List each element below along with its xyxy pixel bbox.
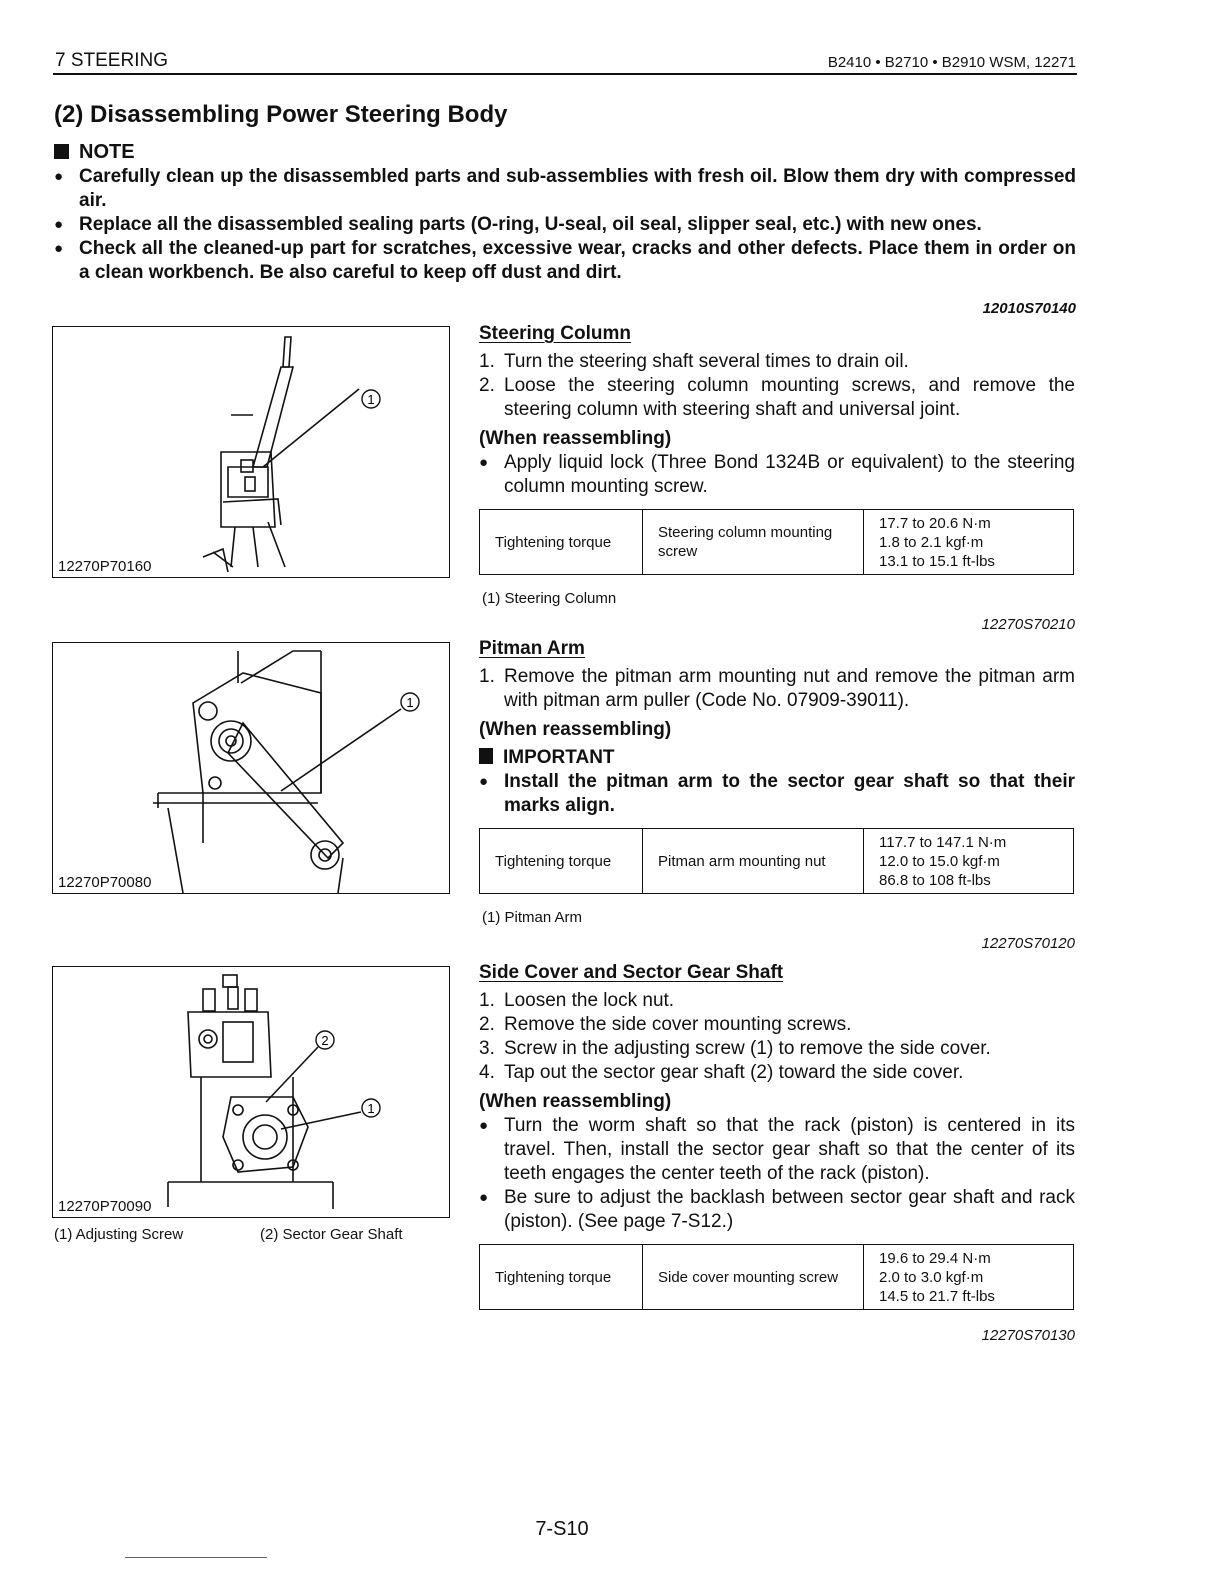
section-code: 12270S70130 (981, 1327, 1075, 1344)
footer-link-line (125, 1557, 267, 1558)
callout-2-icon (316, 1031, 334, 1049)
section-code: 12270S70210 (981, 616, 1075, 633)
figure-caption: (2) Sector Gear Shaft (260, 1226, 403, 1243)
bullet-item: ● Apply liquid lock (Three Bond 1324B or equivalent) to the steering column mounting screw. (479, 451, 1075, 499)
steering-column-drawing (53, 327, 449, 577)
bullet-item: ● Be sure to adjust the backlash between sector gear shaft and rack (piston). (See page 7-S12.) (479, 1186, 1075, 1234)
torque-label: Tightening torque (480, 510, 643, 575)
when-reassembling: (When reassembling) (479, 428, 672, 449)
pitman-arm-drawing (53, 643, 449, 893)
step-item: 2. Loose the steering column mounting screws, and remove the steering column with steering shaft and universal joint. (479, 375, 1075, 420)
note-square-icon (54, 144, 69, 159)
header-section: 7 STEERING (55, 50, 168, 71)
header-models: B2410 • B2710 • B2910 WSM, 12271 (827, 54, 1076, 71)
side-cover-drawing (53, 967, 449, 1217)
figure-id: 12270P70080 (58, 874, 154, 891)
bullet-item: ● Install the pitman arm to the sector gear shaft so that their marks align. (479, 770, 1075, 818)
page-number: 7-S10 (535, 1518, 589, 1540)
section-heading: Pitman Arm (479, 638, 585, 659)
bullet-item: ● Turn the worm shaft so that the rack (piston) is centered in its travel. Then, install the sector gear shaft so that the center of its teeth engages the center teeth of the rack (piston). (479, 1114, 1075, 1186)
when-reassembling: (When reassembling) (479, 1091, 672, 1112)
figure-captions (54, 1226, 403, 1243)
callout-1-icon (401, 693, 419, 711)
torque-table (479, 1244, 1074, 1310)
header-rule (53, 73, 1077, 75)
section-heading: Steering Column (479, 323, 632, 344)
torque-values: 17.7 to 20.6 N·m 1.8 to 2.1 kgf·m 13.1 to 15.1 ft-lbs (864, 510, 1074, 575)
torque-values: 117.7 to 147.1 N·m 12.0 to 15.0 kgf·m 86.8 to 108 ft-lbs (864, 829, 1074, 894)
step-item: 1. Remove the pitman arm mounting nut and remove the pitman arm with pitman arm puller (Code No. 07909-39011). (479, 666, 1075, 711)
callout-2-label: 2 (321, 1033, 329, 1048)
note-heading-text: NOTE (79, 141, 135, 163)
callout-1-label: 1 (406, 695, 414, 710)
section-pitman-arm (479, 637, 1075, 956)
torque-values: 19.6 to 29.4 N·m 2.0 to 3.0 kgf·m 14.5 to 21.7 ft-lbs (864, 1245, 1074, 1310)
note-item: ● Replace all the disassembled sealing parts (O-ring, U-seal, oil seal, slipper seal, etc.) with new ones. (54, 213, 1076, 237)
figure-pitman-arm (52, 642, 450, 894)
torque-table (479, 828, 1074, 894)
step-item: 1. Turn the steering shaft several times to drain oil. (479, 351, 909, 372)
callout-1-label: 1 (367, 392, 375, 407)
figure-side-cover (52, 966, 450, 1218)
figure-caption: (1) Steering Column (482, 590, 617, 607)
step-item: 3. Screw in the adjusting screw (1) to remove the side cover. (479, 1038, 991, 1059)
note-code: 12010S70140 (982, 300, 1076, 317)
callout-1-icon (362, 1099, 380, 1117)
section-heading: Side Cover and Sector Gear Shaft (479, 962, 784, 983)
step-item: 4. Tap out the sector gear shaft (2) toward the side cover. (479, 1062, 964, 1083)
page-title: (2) Disassembling Power Steering Body (54, 101, 508, 128)
torque-label: Tightening torque (480, 1245, 643, 1310)
when-reassembling: (When reassembling) (479, 719, 672, 740)
section-side-cover (479, 961, 1075, 1348)
figure-id: 12270P70090 (58, 1198, 154, 1215)
important-heading: IMPORTANT (479, 746, 1075, 770)
note-item: ● Carefully clean up the disassembled parts and sub-assemblies with fresh oil. Blow them dry with compressed air. (54, 165, 1076, 213)
torque-item: Steering column mounting screw (643, 510, 864, 575)
torque-label: Tightening torque (480, 829, 643, 894)
note-item: ● Check all the cleaned-up part for scratches, excessive wear, cracks and other defects. Place them in order on a clean workbench. Be also careful to keep off dust and dirt. (54, 237, 1076, 285)
callout-1-label: 1 (367, 1101, 375, 1116)
note-heading (54, 141, 135, 164)
torque-item: Side cover mounting screw (643, 1245, 864, 1310)
step-item: 2. Remove the side cover mounting screws. (479, 1014, 852, 1035)
callout-1-icon (362, 390, 380, 408)
figure-caption: (1) Adjusting Screw (54, 1226, 184, 1243)
torque-item: Pitman arm mounting nut (643, 829, 864, 894)
note-list (54, 165, 1076, 321)
important-square-icon (479, 748, 493, 764)
section-steering-column (479, 322, 1075, 637)
step-item: 1. Loosen the lock nut. (479, 990, 675, 1011)
figure-id: 12270P70160 (58, 558, 154, 575)
figure-steering-column (52, 326, 450, 578)
section-code: 12270S70120 (981, 935, 1075, 952)
torque-table (479, 509, 1074, 575)
figure-caption: (1) Pitman Arm (482, 909, 583, 926)
